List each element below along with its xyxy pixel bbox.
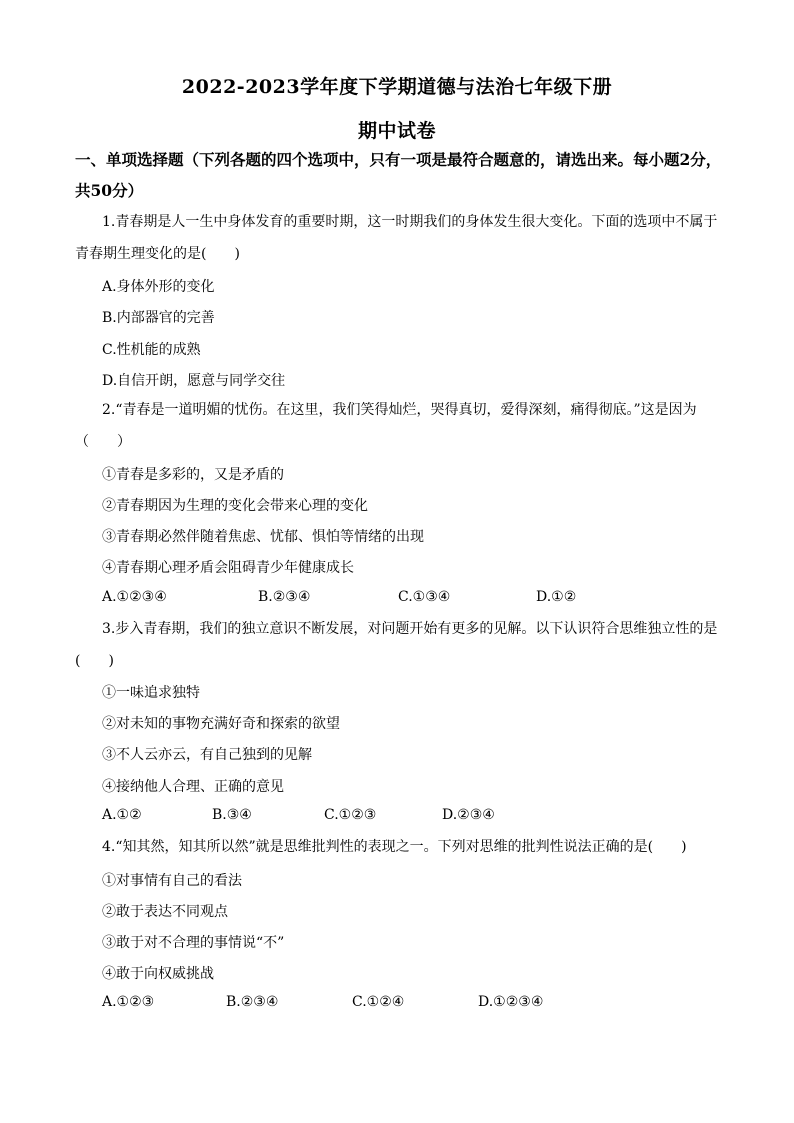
question-2-choice-d: D.①② (536, 589, 577, 605)
question-4-stem: 4.“知其然，知其所以然”就是思维批判性的表现之一。下列对思维的批判性说法正确的是( ) (102, 839, 687, 855)
exam-subtitle: 期中试卷 (357, 120, 436, 142)
question-3-statement-3: ③不人云亦云，有自己独到的见解 (102, 747, 312, 763)
question-3-stem: 3.步入青春期，我们的独立意识不断发展，对问题开始有更多的见解。以下认识符合思维独立性的是( ) (75, 621, 718, 669)
question-2-choice-a: A.①②③④ (102, 589, 167, 605)
question-4-choice-d: D.①②③④ (478, 994, 544, 1010)
question-3-choice-c: C.①②③ (324, 807, 377, 823)
question-2-stem: 2.“青春是一道明媚的忧伤。在这里，我们笑得灿烂，哭得真切，爱得深刻，痛得彻底。”这是因为（ ） (75, 402, 697, 450)
question-2-statement-4: ④青春期心理矛盾会阻碍青少年健康成长 (102, 560, 354, 576)
question-1-option-a: A.身体外形的变化 (102, 279, 215, 295)
question-4-statement-4: ④敢于向权威挑战 (102, 966, 214, 982)
question-2-choice-c: C.①③④ (398, 589, 451, 605)
question-3-choice-d: D.②③④ (442, 807, 495, 823)
question-4-choice-a: A.①②③ (102, 994, 155, 1010)
question-4-statement-2: ②敢于表达不同观点 (102, 904, 228, 920)
question-1-option-c: C.性机能的成熟 (102, 342, 201, 358)
section-heading: 一、单项选择题（下列各题的四个选项中，只有一项是最符合题意的，请选出来。每小题2分，共50分） (75, 150, 722, 200)
question-3-statement-2: ②对未知的事物充满好奇和探索的欲望 (102, 716, 340, 732)
question-2-statement-1: ①青春是多彩的，又是矛盾的 (102, 467, 284, 483)
question-4-choice-b: B.②③④ (226, 994, 279, 1010)
question-1-stem: 1.青春期是人一生中身体发育的重要时期，这一时期我们的身体发生很大变化。下面的选项中不属于青春期生理变化的是( ) (75, 214, 718, 262)
question-4-choice-c: C.①②④ (352, 994, 405, 1010)
exam-title: 2022-2023学年度下学期道德与法治七年级下册 (181, 76, 613, 98)
question-2-statement-2: ②青春期因为生理的变化会带来心理的变化 (102, 498, 368, 514)
question-2-statement-3: ③青春期必然伴随着焦虑、忧郁、惧怕等情绪的出现 (102, 529, 424, 545)
question-4-statement-1: ①对事情有自己的看法 (102, 873, 242, 889)
question-4-statement-3: ③敢于对不合理的事情说“不” (102, 935, 285, 951)
question-3-choice-a: A.①② (102, 807, 142, 823)
question-3-statement-4: ④接纳他人合理、正确的意见 (102, 779, 284, 795)
question-3-statement-1: ①一味追求独特 (102, 685, 200, 701)
question-3-choice-b: B.③④ (212, 807, 252, 823)
question-1-option-b: B.内部器官的完善 (102, 310, 215, 326)
question-1-option-d: D.自信开朗，愿意与同学交往 (102, 373, 286, 389)
question-2-choice-b: B.②③④ (258, 589, 311, 605)
